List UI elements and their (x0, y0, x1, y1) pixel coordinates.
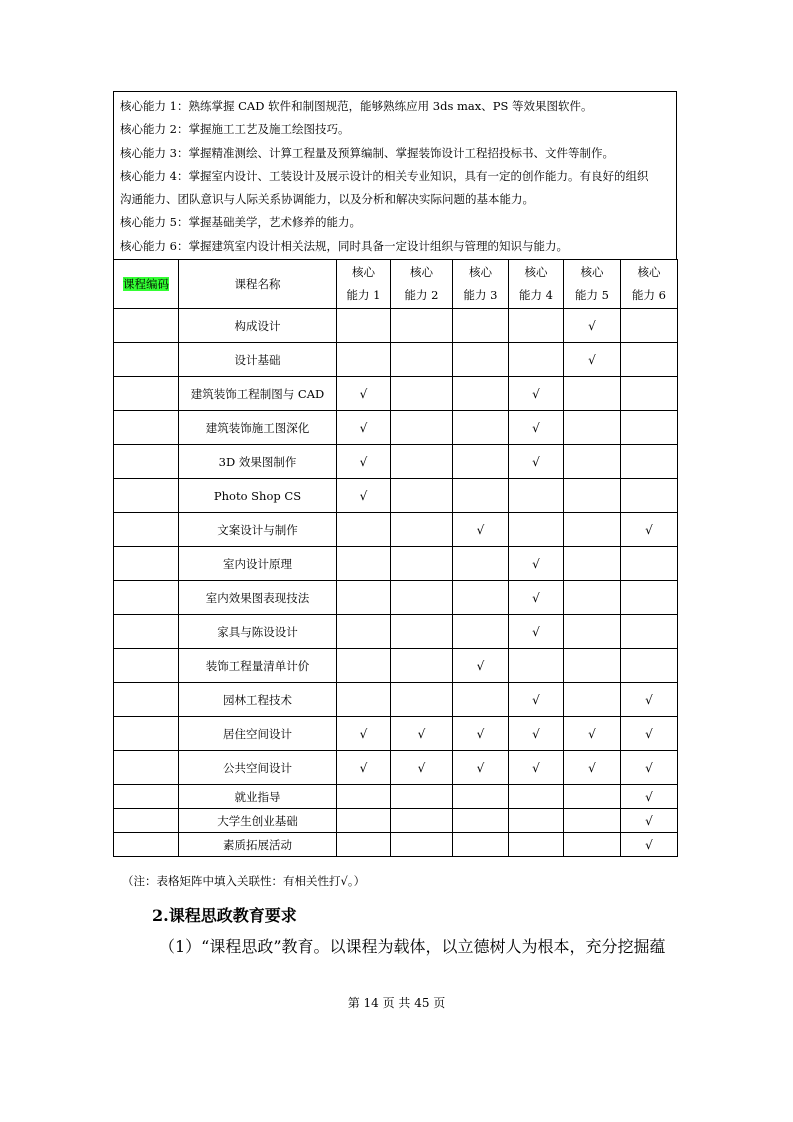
table-row (114, 547, 678, 581)
table-row (114, 309, 678, 343)
ability-2-mark-cell: √ (391, 717, 453, 751)
ability-line-1: 核心能力 1：熟练掌握 CAD 软件和制图规范，能够熟练应用 3ds max、PS 等效果图软件。 (120, 99, 593, 113)
ability-3-mark-cell (453, 309, 509, 343)
ability-1-mark-cell (337, 513, 391, 547)
ability-6-mark-cell (621, 445, 678, 479)
ability-2-mark-cell (391, 479, 453, 513)
ability-3-mark-cell (453, 377, 509, 411)
ability-1-mark-cell (337, 615, 391, 649)
course-name-cell: 建筑装饰施工图深化 (179, 411, 337, 445)
table-row (114, 649, 678, 683)
ability-2-mark-cell (391, 649, 453, 683)
ability-3-mark-cell (453, 809, 509, 833)
ability-line-5: 核心能力 5：掌握基础美学，艺术修养的能力。 (120, 215, 361, 230)
course-code-cell (114, 513, 179, 547)
ability-6-mark-cell (621, 309, 678, 343)
ability-6-mark-cell: √ (621, 751, 678, 785)
ability-2-mark-cell: √ (391, 751, 453, 785)
course-code-cell (114, 717, 179, 751)
course-name-cell: Photo Shop CS (179, 479, 337, 513)
ability-line-4-continued: 沟通能力、团队意识与人际关系协调能力，以及分析和解决实际问题的基本能力。 (120, 192, 534, 207)
header-ability-6: 核心 能力 6 (621, 260, 678, 309)
ability-1-mark-cell (337, 683, 391, 717)
ability-5-mark-cell (564, 785, 621, 809)
course-code-cell (114, 809, 179, 833)
ability-6-mark-cell (621, 649, 678, 683)
ability-1-mark-cell: √ (337, 411, 391, 445)
ability-2-mark-cell (391, 309, 453, 343)
course-name-cell: 室内效果图表现技法 (179, 581, 337, 615)
table-note: （注：表格矩阵中填入关联性：有相关性打√。） (122, 874, 366, 888)
header-ability-3: 核心 能力 3 (453, 260, 509, 309)
ability-2-mark-cell (391, 343, 453, 377)
header-ability-5: 核心 能力 5 (564, 260, 621, 309)
ability-5-mark-cell (564, 809, 621, 833)
body-paragraph: （1）“课程思政”教育。以课程为载体，以立德树人为根本，充分挖掘蕴 (159, 937, 666, 956)
ability-2-mark-cell (391, 377, 453, 411)
ability-6-mark-cell: √ (621, 717, 678, 751)
course-name-cell: 园林工程技术 (179, 683, 337, 717)
ability-1-mark-cell: √ (337, 377, 391, 411)
ability-2-mark-cell (391, 581, 453, 615)
ability-5-mark-cell (564, 649, 621, 683)
course-name-cell: 公共空间设计 (179, 751, 337, 785)
course-ability-matrix (113, 259, 678, 857)
ability-3-mark-cell: √ (453, 717, 509, 751)
header-ability-4: 核心 能力 4 (509, 260, 564, 309)
ability-4-mark-cell: √ (509, 411, 564, 445)
course-code-cell (114, 581, 179, 615)
ability-1-mark-cell (337, 785, 391, 809)
ability-6-mark-cell (621, 581, 678, 615)
ability-5-mark-cell (564, 683, 621, 717)
ability-line-2: 核心能力 2：掌握施工工艺及施工绘图技巧。 (120, 122, 350, 137)
ability-2-mark-cell (391, 615, 453, 649)
ability-4-mark-cell (509, 513, 564, 547)
header-ability-1: 核心 能力 1 (337, 260, 391, 309)
course-code-cell (114, 615, 179, 649)
table-row (114, 479, 678, 513)
ability-6-mark-cell: √ (621, 809, 678, 833)
ability-4-mark-cell: √ (509, 683, 564, 717)
table-row (114, 377, 678, 411)
section-heading: 2.课程思政教育要求 (152, 906, 297, 925)
ability-4-mark-cell (509, 809, 564, 833)
ability-1-mark-cell (337, 833, 391, 857)
ability-4-mark-cell: √ (509, 377, 564, 411)
ability-2-mark-cell (391, 445, 453, 479)
ability-1-mark-cell (337, 309, 391, 343)
table-row (114, 615, 678, 649)
ability-3-mark-cell: √ (453, 751, 509, 785)
ability-5-mark-cell (564, 547, 621, 581)
ability-2-mark-cell (391, 833, 453, 857)
ability-4-mark-cell: √ (509, 615, 564, 649)
header-course-code: 课程编码 (114, 260, 179, 309)
ability-3-mark-cell (453, 833, 509, 857)
ability-line-6: 核心能力 6：掌握建筑室内设计相关法规，同时具备一定设计组织与管理的知识与能力。 (120, 238, 568, 253)
ability-4-mark-cell: √ (509, 445, 564, 479)
ability-3-mark-cell (453, 547, 509, 581)
table-row (114, 785, 678, 809)
ability-6-mark-cell (621, 615, 678, 649)
ability-6-mark-cell: √ (621, 785, 678, 809)
ability-4-mark-cell (509, 785, 564, 809)
ability-1-mark-cell (337, 547, 391, 581)
ability-5-mark-cell (564, 581, 621, 615)
ability-3-mark-cell: √ (453, 513, 509, 547)
ability-6-mark-cell: √ (621, 683, 678, 717)
ability-1-mark-cell: √ (337, 751, 391, 785)
header-row (114, 260, 678, 309)
ability-5-mark-cell: √ (564, 309, 621, 343)
course-name-cell: 居住空间设计 (179, 717, 337, 751)
ability-6-mark-cell (621, 343, 678, 377)
ability-5-mark-cell (564, 833, 621, 857)
table-row (114, 809, 678, 833)
core-abilities-box (113, 91, 677, 260)
table-row (114, 411, 678, 445)
matrix-body (114, 309, 678, 857)
ability-5-mark-cell: √ (564, 751, 621, 785)
ability-4-mark-cell: √ (509, 717, 564, 751)
ability-2-mark-cell (391, 513, 453, 547)
ability-3-mark-cell (453, 445, 509, 479)
ability-1-mark-cell: √ (337, 479, 391, 513)
ability-3-mark-cell (453, 581, 509, 615)
course-code-cell (114, 377, 179, 411)
ability-5-mark-cell: √ (564, 717, 621, 751)
course-code-cell (114, 751, 179, 785)
course-code-cell (114, 683, 179, 717)
ability-4-mark-cell (509, 833, 564, 857)
ability-4-mark-cell (509, 649, 564, 683)
ability-4-mark-cell: √ (509, 581, 564, 615)
ability-5-mark-cell: √ (564, 343, 621, 377)
ability-3-mark-cell (453, 615, 509, 649)
table-row (114, 683, 678, 717)
ability-5-mark-cell (564, 513, 621, 547)
course-code-cell (114, 411, 179, 445)
ability-6-mark-cell (621, 377, 678, 411)
table-row (114, 445, 678, 479)
ability-1-mark-cell (337, 581, 391, 615)
course-name-cell: 文案设计与制作 (179, 513, 337, 547)
ability-3-mark-cell (453, 411, 509, 445)
course-code-cell (114, 479, 179, 513)
ability-2-mark-cell (391, 547, 453, 581)
course-name-cell: 装饰工程量清单计价 (179, 649, 337, 683)
ability-2-mark-cell (391, 809, 453, 833)
ability-line-4: 核心能力 4：掌握室内设计、工装设计及展示设计的相关专业知识，具有一定的创作能力。有良好的组织 (120, 168, 649, 183)
ability-4-mark-cell: √ (509, 547, 564, 581)
course-name-cell: 设计基础 (179, 343, 337, 377)
course-code-cell (114, 343, 179, 377)
ability-6-mark-cell: √ (621, 833, 678, 857)
ability-line-3: 核心能力 3：掌握精准测绘、计算工程量及预算编制、掌握装饰设计工程招投标书、文件等制作。 (120, 145, 614, 160)
ability-3-mark-cell: √ (453, 649, 509, 683)
course-name-cell: 家具与陈设设计 (179, 615, 337, 649)
table-row (114, 717, 678, 751)
ability-5-mark-cell (564, 615, 621, 649)
ability-4-mark-cell (509, 479, 564, 513)
course-code-cell (114, 547, 179, 581)
table-row (114, 833, 678, 857)
course-code-cell (114, 445, 179, 479)
header-course-name: 课程名称 (179, 260, 337, 309)
course-code-cell (114, 649, 179, 683)
ability-5-mark-cell (564, 411, 621, 445)
table-row (114, 751, 678, 785)
table-row (114, 343, 678, 377)
course-code-cell (114, 833, 179, 857)
ability-2-mark-cell (391, 411, 453, 445)
course-name-cell: 素质拓展活动 (179, 833, 337, 857)
ability-6-mark-cell (621, 547, 678, 581)
ability-4-mark-cell: √ (509, 751, 564, 785)
ability-3-mark-cell (453, 785, 509, 809)
course-name-cell: 大学生创业基础 (179, 809, 337, 833)
ability-4-mark-cell (509, 309, 564, 343)
ability-3-mark-cell (453, 343, 509, 377)
ability-6-mark-cell: √ (621, 513, 678, 547)
course-name-cell: 就业指导 (179, 785, 337, 809)
course-code-cell (114, 309, 179, 343)
course-code-cell (114, 785, 179, 809)
ability-2-mark-cell (391, 683, 453, 717)
ability-1-mark-cell: √ (337, 445, 391, 479)
table-row (114, 581, 678, 615)
ability-2-mark-cell (391, 785, 453, 809)
ability-1-mark-cell (337, 809, 391, 833)
ability-1-mark-cell: √ (337, 717, 391, 751)
ability-4-mark-cell (509, 343, 564, 377)
course-name-cell: 建筑装饰工程制图与 CAD (179, 377, 337, 411)
course-name-cell: 室内设计原理 (179, 547, 337, 581)
table-row (114, 513, 678, 547)
ability-5-mark-cell (564, 377, 621, 411)
ability-3-mark-cell (453, 683, 509, 717)
ability-5-mark-cell (564, 479, 621, 513)
ability-5-mark-cell (564, 445, 621, 479)
header-ability-2: 核心 能力 2 (391, 260, 453, 309)
ability-1-mark-cell (337, 343, 391, 377)
ability-6-mark-cell (621, 411, 678, 445)
ability-1-mark-cell (337, 649, 391, 683)
course-name-cell: 构成设计 (179, 309, 337, 343)
course-name-cell: 3D 效果图制作 (179, 445, 337, 479)
page-footer: 第 14 页 共 45 页 (347, 996, 446, 1010)
ability-3-mark-cell (453, 479, 509, 513)
ability-6-mark-cell (621, 479, 678, 513)
